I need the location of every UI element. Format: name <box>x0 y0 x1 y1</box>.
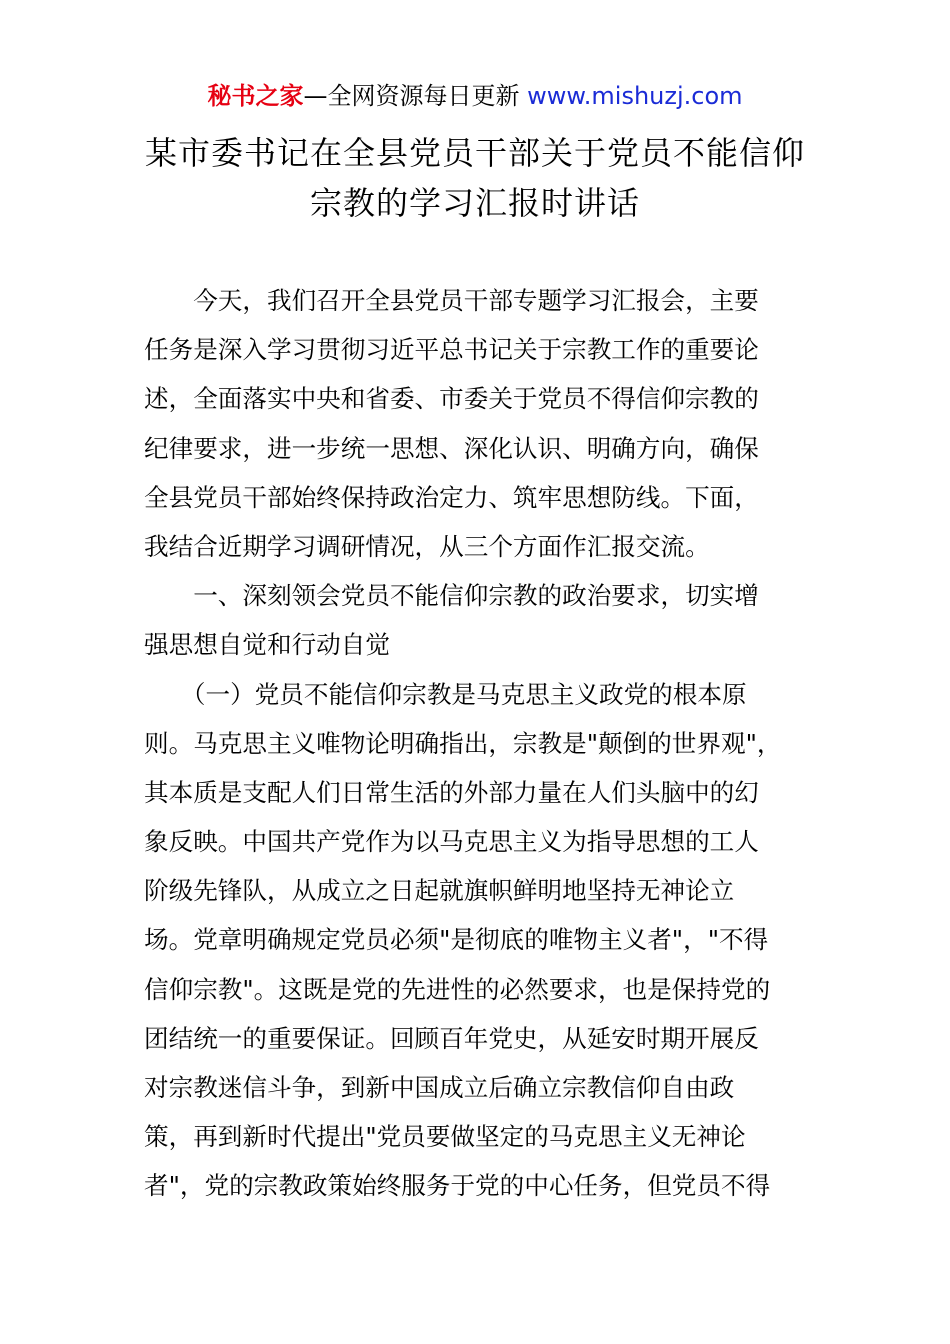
body-line: 纪律要求，进一步统一思想、深化认识、明确方向，确保 <box>144 433 759 463</box>
body-line: 全县党员干部始终保持政治定力、筑牢思想防线。下面， <box>144 482 759 512</box>
body-line: 对宗教迷信斗争，到新中国成立后确立宗教信仰自由政 <box>144 1073 735 1102</box>
body-line: 任务是深入学习贯彻习近平总书记关于宗教工作的重要论 <box>144 335 759 365</box>
title-line: 某市委书记在全县党员干部关于党员不能信仰 <box>144 134 805 172</box>
body-line: 述，全面落实中央和省委、市委关于党员不得信仰宗教的 <box>144 384 759 414</box>
document-body <box>144 276 808 1211</box>
body-line: 者"，党的宗教政策始终服务于党的中心任务，但党员不得 <box>144 1171 771 1201</box>
body-line: 我结合近期学习调研情况，从三个方面作汇报交流。 <box>144 531 710 561</box>
body-line: 阶级先锋队，从成立之日起就旗帜鲜明地坚持无神论立 <box>144 876 735 906</box>
site-brand: 秘书之家 <box>207 82 304 110</box>
site-header <box>0 80 950 112</box>
site-tagline: —全网资源每日更新 <box>303 82 520 110</box>
body-line: 象反映。中国共产党作为以马克思主义为指导思想的工人 <box>144 827 759 857</box>
body-line: （一）党员不能信仰宗教是马克思主义政党的根本原 <box>144 679 747 709</box>
body-line: 信仰宗教"。这既是党的先进性的必然要求，也是保持党的 <box>144 974 771 1004</box>
body-line: 场。党章明确规定党员必须"是彻底的唯物主义者"，"不得 <box>144 925 769 955</box>
body-line: 今天，我们召开全县党员干部专题学习汇报会，主要 <box>144 286 759 315</box>
title-line: 宗教的学习汇报时讲话 <box>309 184 640 222</box>
body-line: 其本质是支配人们日常生活的外部力量在人们头脑中的幻 <box>144 777 759 807</box>
section-heading-line: 一、深刻领会党员不能信仰宗教的政治要求，切实增 <box>144 581 759 611</box>
site-url-link[interactable]: www.mishuzj.com <box>527 82 743 110</box>
body-line: 策，再到新时代提出"党员要做坚定的马克思主义无神论 <box>144 1122 746 1152</box>
body-line: 团结统一的重要保证。回顾百年党史，从延安时期开展反 <box>144 1023 759 1053</box>
section-heading-line: 强思想自觉和行动自觉 <box>144 630 390 660</box>
document-title <box>100 128 850 228</box>
body-line: 则。马克思主义唯物论明确指出，宗教是"颠倒的世界观"， <box>144 728 782 758</box>
